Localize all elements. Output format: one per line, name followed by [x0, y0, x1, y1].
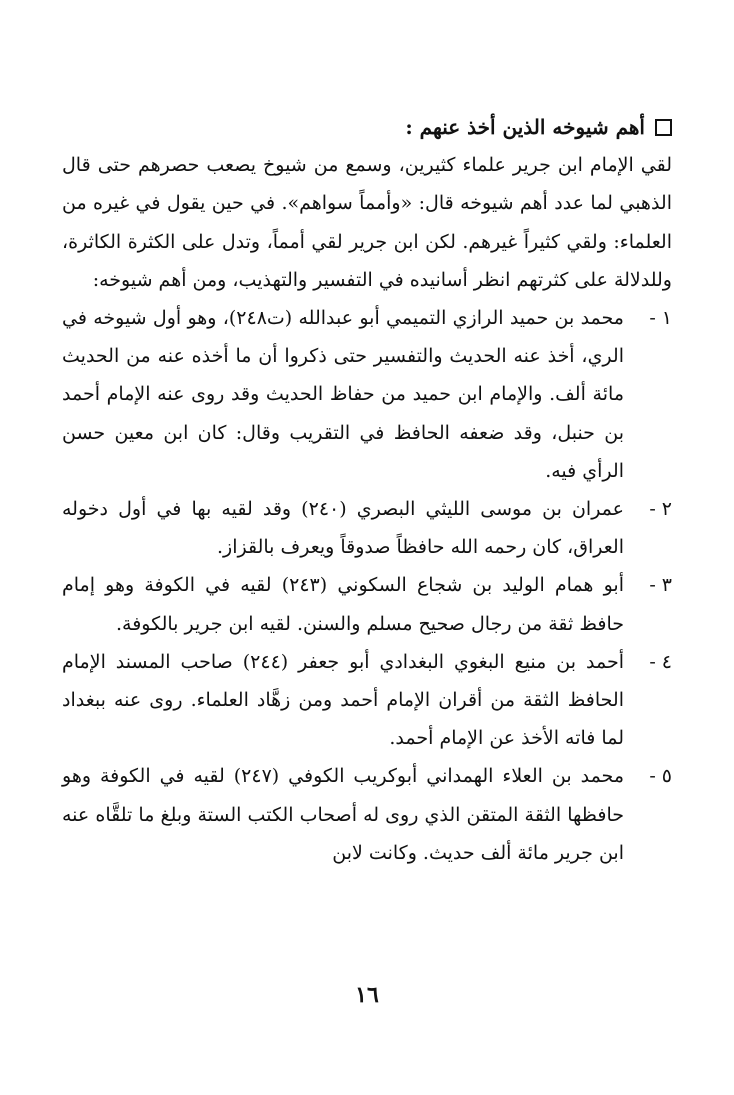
item-text: محمد بن العلاء الهمداني أبوكريب الكوفي (٢٤٧) لقيه في الكوفة وهو حافظها الثقة المتقن الذي روى له أصحاب الكتب الستة وبلغ ما تلقَّاه عنه ابن جرير مائة ألف حديث. وكانت لابن [62, 765, 624, 864]
section-heading-text: أهم شيوخه الذين أخذ عنهم : [405, 115, 645, 139]
intro-paragraph: لقي الإمام ابن جرير علماء كثيرين، وسمع من شيوخ يصعب حصرهم حتى قال الذهبي لما عدد أهم شيوخه قال: «وأمماً سواهم». في حين يقول في غيره من العلماء: ولقي كثيراً غيرهم. لكن ابن جرير لقي أمماً، وتدل على الكثرة الكاثرة، وللدلالة على كثرتهم انظر أسانيده في التفسير والتهذيب، ومن أهم شيوخه: [62, 154, 672, 291]
item-number: ٢ - [649, 498, 672, 521]
list-item [62, 566, 672, 642]
square-bullet-icon [655, 119, 672, 136]
item-text: محمد بن حميد الرازي التميمي أبو عبدالله (ت٢٤٨)، وهو أول شيوخه في الري، أخذ عنه الحديث والتفسير حتى ذكروا أن ما أخذه عنه من الحديث مائة ألف. والإمام ابن حميد من حفاظ الحديث وقد روى عنه الإمام أحمد بن حنبل، وقد ضعفه الحافظ في التقريب وقال: كان ابن معين حسن الرأي فيه. [62, 307, 624, 482]
page-content [62, 108, 672, 872]
page-number: ١٦ [355, 982, 379, 1008]
list-item [62, 490, 672, 566]
item-number: ١ - [649, 307, 672, 330]
item-text: أبو همام الوليد بن شجاع السكوني (٢٤٣) لقيه في الكوفة وهو إمام حافظ ثقة من رجال صحيح مسلم والسنن. لقيه ابن جرير بالكوفة. [62, 574, 624, 635]
list-item [62, 643, 672, 758]
list-item [62, 299, 672, 490]
item-text: أحمد بن منيع البغوي البغدادي أبو جعفر (٢٤٤) صاحب المسند الإمام الحافظ الثقة من أقران الإمام أحمد ومن زهَّاد العلماء. روى عنه ببغداد لما فاته الأخذ عن الإمام أحمد. [62, 650, 624, 750]
item-number: ٥ - [649, 765, 672, 788]
item-number: ٤ - [649, 650, 672, 673]
section-heading [62, 108, 672, 146]
item-number: ٣ - [649, 574, 672, 597]
teachers-list [62, 299, 672, 872]
list-item [62, 757, 672, 872]
item-text: عمران بن موسى الليثي البصري (٢٤٠) وقد لقيه بها في أول دخوله العراق، كان رحمه الله حافظاً صدوقاً ويعرف بالقزاز. [62, 498, 624, 559]
